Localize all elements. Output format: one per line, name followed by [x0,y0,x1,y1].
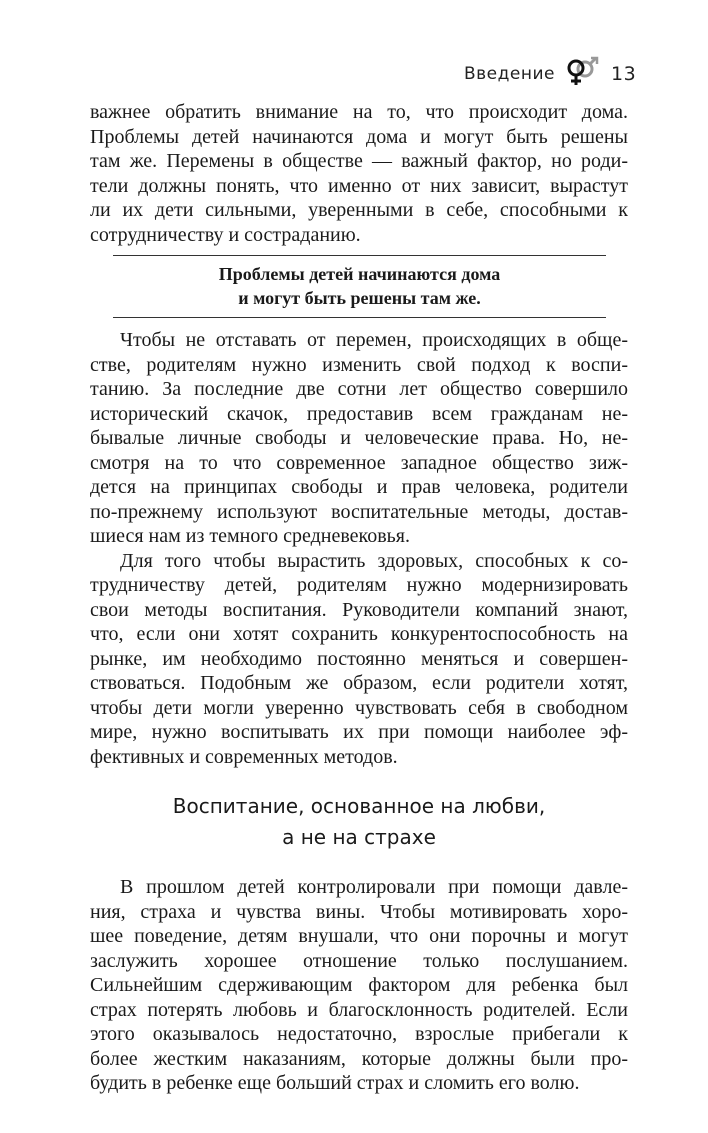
text-line: шее поведение, детям внушали, что они порочны и могут [90,925,628,947]
text-line: сотрудничеству и состраданию. [90,223,361,246]
gender-symbols-icon [565,56,599,91]
text-line: ствоваться. Подобным же образом, если родители хотят, [90,672,628,694]
text-line: фективных и современных методов. [90,745,398,768]
text-line: ли их дети сильными, уверенными в себе, способными к [90,199,628,221]
text-line: Сильнейшим сдерживающим фактором для ребенка был [90,974,628,996]
paragraph [90,875,628,1096]
paragraph [90,549,628,770]
text-line: более жестким наказаниям, которые должны были про- [90,1047,628,1070]
text-line: шиеся нам из темного средневековья. [90,525,410,547]
text-line: рынке, им необходимо постоянно меняться и совершен- [90,647,628,670]
text-line: что, если они хотят сохранить конкурентоспособность на [90,623,628,645]
text-line: мире, нужно воспитывать их при помощи наиболее эф- [90,721,628,743]
pull-quote [113,255,606,318]
text-line: заслужить хорошее отношение только послушанием. [90,949,628,972]
page-number: 13 [610,62,637,85]
page-body [90,100,628,1096]
paragraph [90,100,628,247]
text-line: Для того чтобы вырастить здоровых, способных к со- [120,549,628,572]
text-line: Чтобы не отставать от перемен, происходящих в обще- [120,329,628,351]
text-line: чтобы дети могли уверенно чувствовать себя в свободном [90,696,628,719]
text-line: тели должны понять, что именно от них зависит, вырастут [90,174,628,197]
text-line: исторический скачок, предоставив всем гражданам не- [90,402,628,425]
running-header [464,56,636,91]
text-line: этого оказывалось недостаточно, взрослые прибегали к [90,1023,628,1045]
text-line: Проблемы детей начинаются дома и могут быть решены [90,125,628,148]
text-line: ния, страха и чувства вины. Чтобы мотивировать хоро- [90,900,628,923]
text-line: В прошлом детей контролировали при помощи давле- [120,876,628,898]
text-line: важнее обратить внимание на то, что происходит дома. [90,101,628,123]
section-title: Введение [464,63,555,84]
text-line: свои методы воспитания. Руководители компаний знают, [90,598,628,621]
heading-line: Воспитание, основанное на любви, [172,794,546,818]
text-line: смотря на то что современное западное общество зиж- [90,451,628,474]
text-line: дется на принципах свободы и прав человека, родители [90,476,628,498]
text-line: будить в ребенке еще больший страх и сломить его волю. [90,1072,580,1094]
text-line: бывалые личные свободы и человеческие права. Но, не- [90,427,628,449]
heading-line: а не на страхе [282,825,436,849]
pull-quote-line: Проблемы детей начинаются дома [218,264,501,284]
text-line: трудничеству детей, родителям нужно модернизировать [90,574,628,596]
text-line: по-прежнему используют воспитательные методы, достав- [90,500,628,523]
text-line: стве, родителям нужно изменить свой подход к воспи- [90,353,628,376]
pull-quote-line: и могут быть решены там же. [238,288,481,308]
section-heading [90,791,628,853]
paragraph [90,328,628,549]
text-line: танию. За последние две сотни лет общество совершило [90,378,628,400]
text-line: страх потерять любовь и благосклонность родителей. Если [90,998,628,1021]
text-line: там же. Перемены в обществе — важный фактор, но роди- [90,150,628,172]
